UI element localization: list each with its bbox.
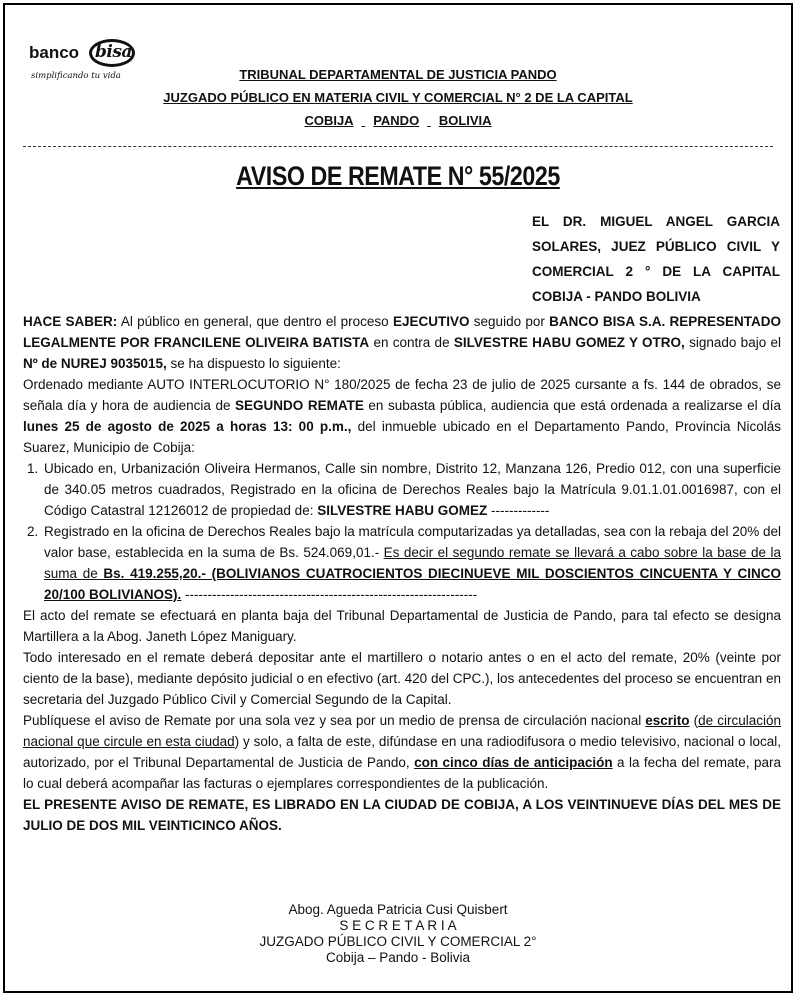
header-juzgado: JUZGADO PÚBLICO EN MATERIA CIVIL Y COMERCIAL N° 2 DE LA CAPITAL xyxy=(163,90,633,105)
logo-brand-right: bisa xyxy=(95,42,132,62)
p1-text-5: se ha dispuesto lo siguiente: xyxy=(166,356,341,371)
list-item-property xyxy=(42,458,781,521)
p5-text-2: ( xyxy=(689,713,699,728)
notice-frame xyxy=(3,3,793,993)
dashed-divider xyxy=(23,146,773,147)
segundo-remate: SEGUNDO REMATE xyxy=(235,398,364,413)
judge-block: EL DR. MIGUEL ANGEL GARCIA SOLARES, JUEZ PÚBLICO CIVIL Y COMERCIAL 2 ° DE LA CAPITAL COBIJA - PANDO BOLIVIA xyxy=(532,214,780,304)
property-list xyxy=(23,458,781,605)
notice-title: AVISO DE REMATE N° 55/2025 xyxy=(236,161,560,191)
p5-text-4: a la fecha del remate, para lo cual deberá acompañar las facturas o ejemplares correspondientes de la publicación. xyxy=(23,755,782,791)
list-item-base-price xyxy=(42,521,781,605)
escrito-label: escrito xyxy=(645,713,690,728)
logo-tagline: simplificando tu vida xyxy=(31,71,121,81)
item2-underlined: Es decir el segundo remate se llevará a cabo sobre la base de la suma de xyxy=(44,545,781,581)
nurej-number: Nº de NUREJ 9035015, xyxy=(23,356,167,371)
auction-date: lunes 25 de agosto de 2025 a horas 13: 00 p.m., xyxy=(23,419,352,434)
plaintiff: BANCO BISA S.A. REPRESENTADO LEGALMENTE POR FRANCILENE OLIVEIRA BATISTA xyxy=(23,314,782,350)
header-dept: PANDO xyxy=(373,113,420,128)
anticipation-note: con cinco días de anticipación xyxy=(414,755,613,770)
p1-text-3: en contra de xyxy=(369,335,454,350)
p2-text-3: del inmueble ubicado en el Departamento Pando, Provincia Nicolás Suarez, Municipio de Cobija: xyxy=(23,419,781,455)
p1-text-1: Al público en general, que dentro el proceso xyxy=(117,314,393,329)
signature-block xyxy=(5,902,791,966)
paragraph-closing: EL PRESENTE AVISO DE REMATE, ES LIBRADO EN LA CIUDAD DE COBIJA, A LOS VEINTINUEVE DÍAS DEL MES DE JULIO DE DOS MIL VEINTICINCO AÑOS. xyxy=(23,797,781,833)
signatory-name: Abog. Agueda Patricia Cusi Quisbert xyxy=(288,902,508,917)
signatory-role: S E C R E T A R I A xyxy=(339,918,457,933)
p2-text-1: Ordenado mediante AUTO INTERLOCUTORIO N° 180/2025 de fecha 23 de julio de 2025 cursante a fs. 144 de obrados, se señala día y hora de audiencia de xyxy=(23,377,781,413)
item1-dashes: ------------- xyxy=(487,503,550,518)
p1-text-2: seguido por xyxy=(469,314,550,329)
signatory-place: Cobija – Pando - Bolivia xyxy=(325,950,471,965)
paragraph-martillera: El acto del remate se efectuará en planta baja del Tribunal Departamental de Justicia de Pando, para tal efecto se designa Martillera a la Abog. Janeth López Maniguary. xyxy=(23,608,781,644)
paragraph-hace-saber xyxy=(23,311,781,374)
hace-saber-label: HACE SABER: xyxy=(23,314,118,329)
p5-text-3: ) y solo, a falta de este, difúndase en una radiodifusora o medio televisivo, nacional o local, autorizado, por el Tribunal Departamental de Justicia de Pando, xyxy=(23,734,781,770)
property-owner: SILVESTRE HABU GOMEZ xyxy=(317,503,488,518)
signatory-court: JUZGADO PÚBLICO CIVIL Y COMERCIAL 2° xyxy=(259,934,537,949)
header-country: BOLIVIA xyxy=(438,113,492,128)
header-location xyxy=(5,113,791,128)
header-tribunal: TRIBUNAL DEPARTAMENTAL DE JUSTICIA PANDO xyxy=(239,67,557,82)
item2-dashes: ----------------------------------------------------------------- xyxy=(181,587,478,602)
base-amount: Bs. 419.255,20.- (BOLIVIANOS CUATROCIENTOS DIECINUEVE MIL DOSCIENTOS CINCUENTA Y CINCO 20/100 BOLIVIANOS). xyxy=(44,566,782,602)
p1-text-4: signado bajo el xyxy=(684,335,782,350)
paragraph-publicacion xyxy=(23,710,781,794)
defendant: SILVESTRE HABU GOMEZ Y OTRO, xyxy=(453,335,685,350)
paragraph-ordenado xyxy=(23,374,781,458)
process-type: EJECUTIVO xyxy=(392,314,470,329)
notice-body xyxy=(23,311,781,836)
circulation-note: de circulación nacional que circule en esta ciudad xyxy=(23,713,782,749)
header-city: COBIJA xyxy=(304,113,354,128)
item2-text: Registrado en la oficina de Derechos Reales bajo la matrícula computarizadas ya detalladas, sea con la rebaja del 20% del valor base, establecida en la suma de Bs. 524.069,01.- xyxy=(44,524,781,560)
item1-text: Ubicado en, Urbanización Oliveira Hermanos, Calle sin nombre, Distrito 12, Manzana 126, Predio 012, con una superficie de 340.05 metros cuadrados, Registrado en la oficina de Derechos Reales bajo la Matrícula 9.01.1.01.0016987, con el Código Catastral 12126012 de propiedad de: xyxy=(44,461,781,518)
paragraph-deposito: Todo interesado en el remate deberá depositar ante el martillero o notario antes o en el acto del remate, 20% (veinte por ciento de la base), mediante depósito judicial o en efectivo (art. 420 del CPC.), los antecedentes del proceso se encuentran en secretaria del Juzgado Público Civil y Comercial Segundo de la Capital. xyxy=(23,650,781,707)
logo-brand-left: banco xyxy=(29,43,80,62)
p2-text-2: en subasta pública, audiencia que está ordenada a realizarse el día xyxy=(363,398,781,413)
p5-text-1: Publíquese el aviso de Remate por una sola vez y sea por un medio de prensa de circulación nacional xyxy=(23,713,646,728)
